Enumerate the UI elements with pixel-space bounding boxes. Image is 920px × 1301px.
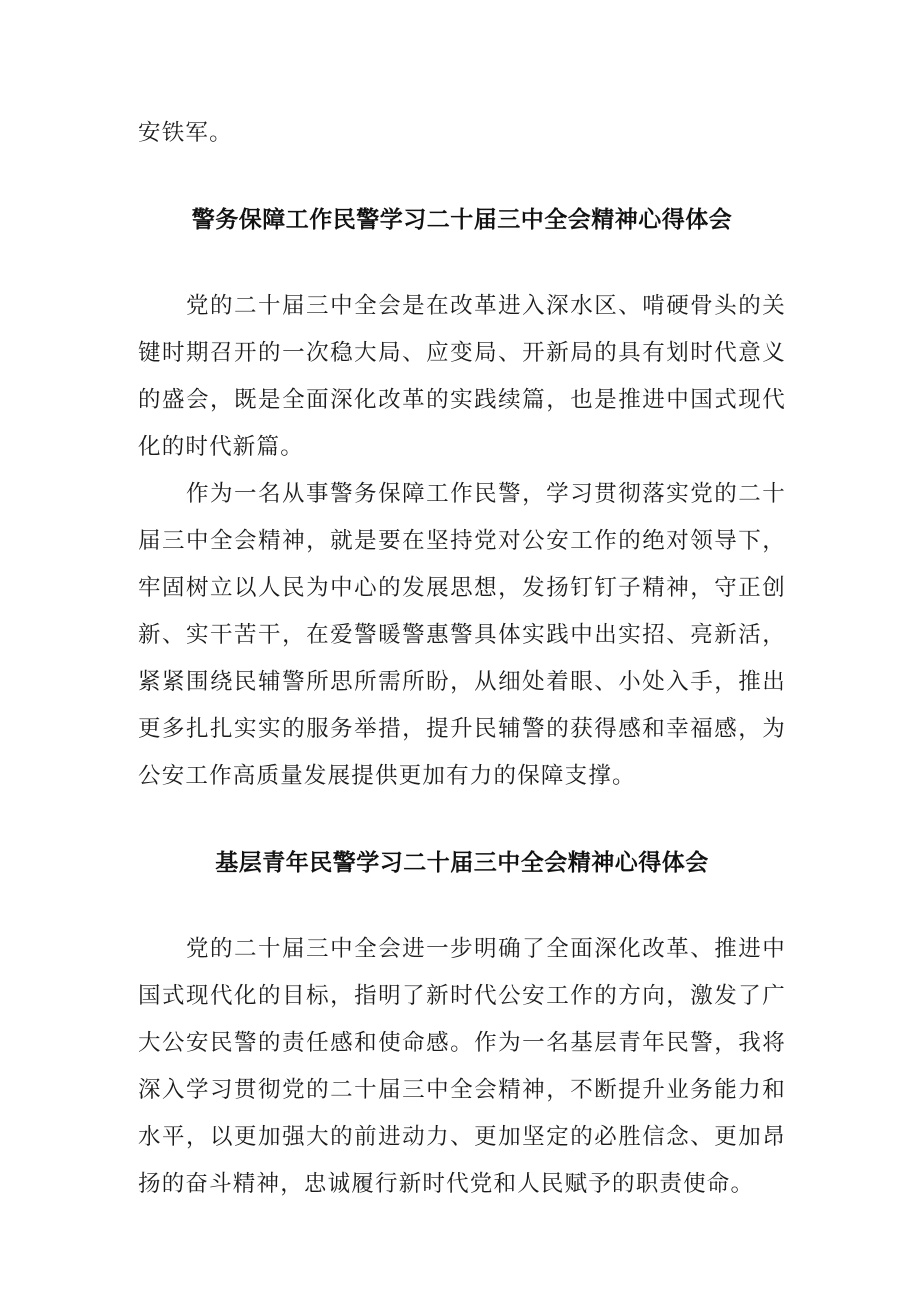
section-1-paragraph-2: 作为一名从事警务保障工作民警，学习贯彻落实党的二十届三中全会精神，就是要在坚持党对公安工作的绝对领导下，牢固树立以人民为中心的发展思想，发扬钉钉子精神，守正创新、实干苦干，在爱警暖警惠警具体实践中出实招、亮新活，紧紧围绕民辅警所思所需所盼，从细处着眼、小处入手，推出更多扎扎实实的服务举措，提升民辅警的获得感和幸福感，为公安工作高质量发展提供更加有力的保障支撑。 xyxy=(138,481,786,789)
continuation-text: 安铁军。 xyxy=(138,120,233,146)
section-2-paragraph-1: 党的二十届三中全会进一步明确了全面深化改革、推进中国式现代化的目标，指明了新时代公安工作的方向，激发了广大公安民警的责任感和使命感。作为一名基层青年民警，我将深入学习贯彻党的二十届三中全会精神，不断提升业务能力和水平，以更加强大的前进动力、更加坚定的必胜信念、更加昂扬的奋斗精神，忠诚履行新时代党和人民赋予的职责使命。 xyxy=(138,936,786,1197)
document-body xyxy=(138,110,786,1208)
section-1-title: 警务保障工作民警学习二十届三中全会精神心得体会 xyxy=(191,207,733,233)
section-1-paragraph-1: 党的二十届三中全会是在改革进入深水区、啃硬骨头的关键时期召开的一次稳大局、应变局、开新局的具有划时代意义的盛会，既是全面深化改革的实践续篇，也是推进中国式现代化的时代新篇。 xyxy=(138,293,786,460)
section-2-title: 基层青年民警学习二十届三中全会精神心得体会 xyxy=(215,850,709,876)
